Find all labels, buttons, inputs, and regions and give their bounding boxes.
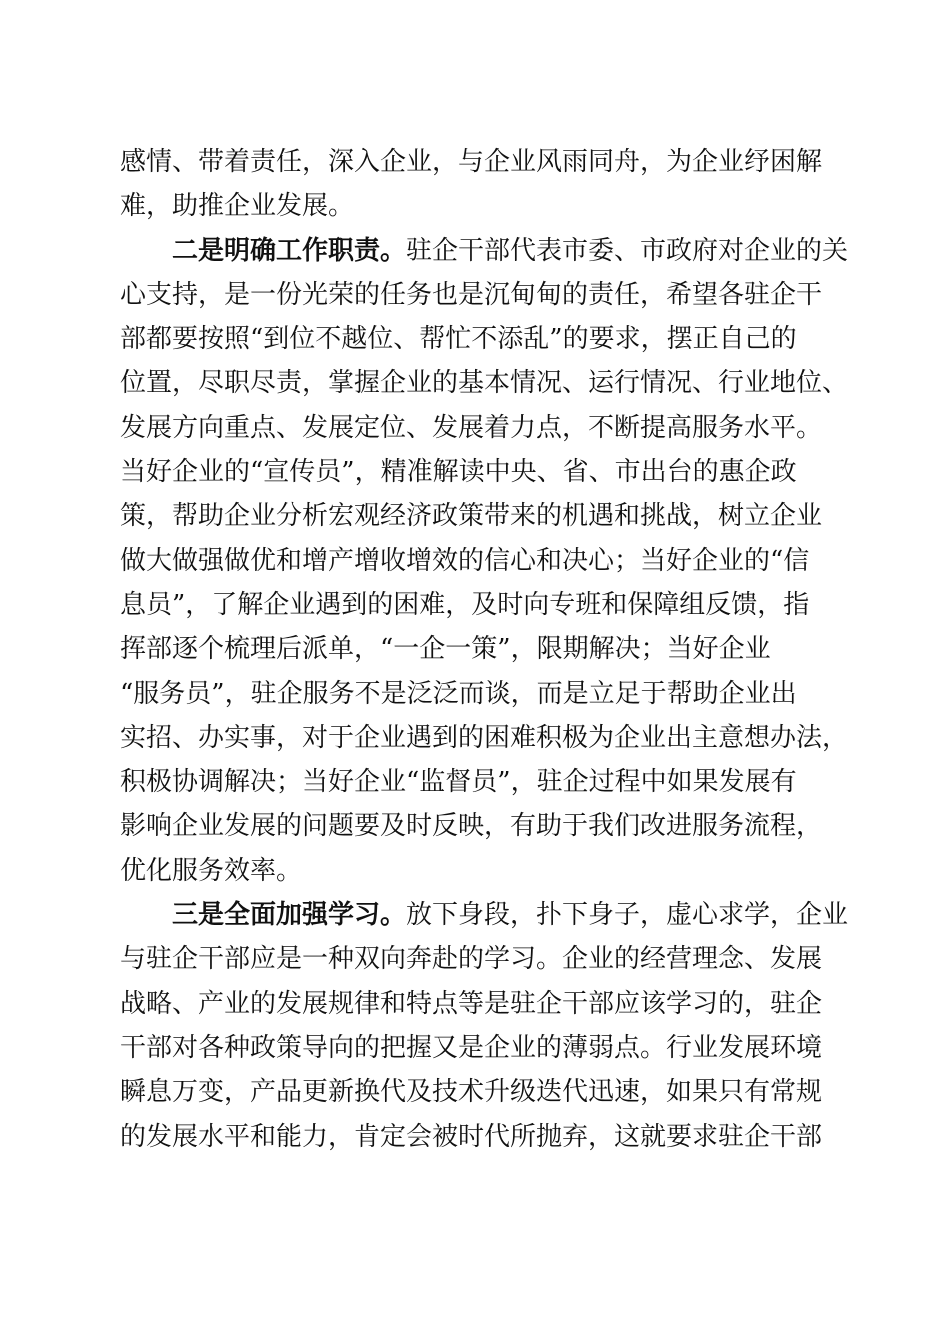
text-line: 战略、产业的发展规律和特点等是驻企干部应该学习的，驻企 xyxy=(120,988,823,1019)
text-line: 当好企业的“宣传员”，精准解读中央、省、市出台的惠企政 xyxy=(120,457,797,488)
paragraph-lead-heading: 三是全面加强学习。 xyxy=(172,900,407,931)
text-line: 难，助推企业发展。 xyxy=(120,191,355,222)
text-line: 干部对各种政策导向的把握又是企业的薄弱点。行业发展环境 xyxy=(120,1032,823,1063)
document-page xyxy=(120,140,849,1159)
text-line: 挥部逐个梳理后派单，“一企一策”，限期解决；当好企业 xyxy=(120,634,771,665)
text-line: 策，帮助企业分析宏观经济政策带来的机遇和挑战，树立企业 xyxy=(120,501,823,532)
text-line: 部都要按照“到位不越位、帮忙不添乱”的要求，摆正自己的 xyxy=(120,324,797,355)
paragraph-lead-heading: 二是明确工作职责。 xyxy=(172,235,407,266)
paragraph-2 xyxy=(120,229,849,893)
paragraph-first-line xyxy=(120,893,849,937)
text-line: 影响企业发展的问题要及时反映，有助于我们改进服务流程， xyxy=(120,811,823,842)
text-line: 积极协调解决；当好企业“监督员”，驻企过程中如果发展有 xyxy=(120,767,797,798)
text-line: 优化服务效率。 xyxy=(120,855,303,886)
text-run: 驻企干部代表市委、市政府对企业的关 xyxy=(406,235,849,266)
text-line: 位置，尽职尽责，掌握企业的基本情况、运行情况、行业地位、 xyxy=(120,368,849,399)
text-line: 瞬息万变，产品更新换代及技术升级迭代迅速，如果只有常规 xyxy=(120,1077,823,1108)
text-run: 放下身段，扑下身子，虚心求学，企业 xyxy=(406,900,849,931)
text-line: “服务员”，驻企服务不是泛泛而谈，而是立足于帮助企业出 xyxy=(120,678,797,709)
text-line: 的发展水平和能力，肯定会被时代所抛弃，这就要求驻企干部 xyxy=(120,1121,823,1152)
paragraph-first-line xyxy=(120,229,849,273)
text-line: 发展方向重点、发展定位、发展着力点，不断提高服务水平。 xyxy=(120,412,823,443)
text-line: 做大做强做优和增产增收增效的信心和决心；当好企业的“信 xyxy=(120,545,810,576)
text-line: 与驻企干部应是一种双向奔赴的学习。企业的经营理念、发展 xyxy=(120,944,823,975)
text-line: 息员”，了解企业遇到的困难，及时向专班和保障组反馈，指 xyxy=(120,589,810,620)
text-line: 心支持，是一份光荣的任务也是沉甸甸的责任，希望各驻企干 xyxy=(120,279,823,310)
paragraph-3 xyxy=(120,893,849,1159)
text-line: 实招、办实事，对于企业遇到的困难积极为企业出主意想办法， xyxy=(120,722,849,753)
text-line: 感情、带着责任，深入企业，与企业风雨同舟，为企业纾困解 xyxy=(120,147,823,177)
paragraph-1 xyxy=(120,140,840,229)
